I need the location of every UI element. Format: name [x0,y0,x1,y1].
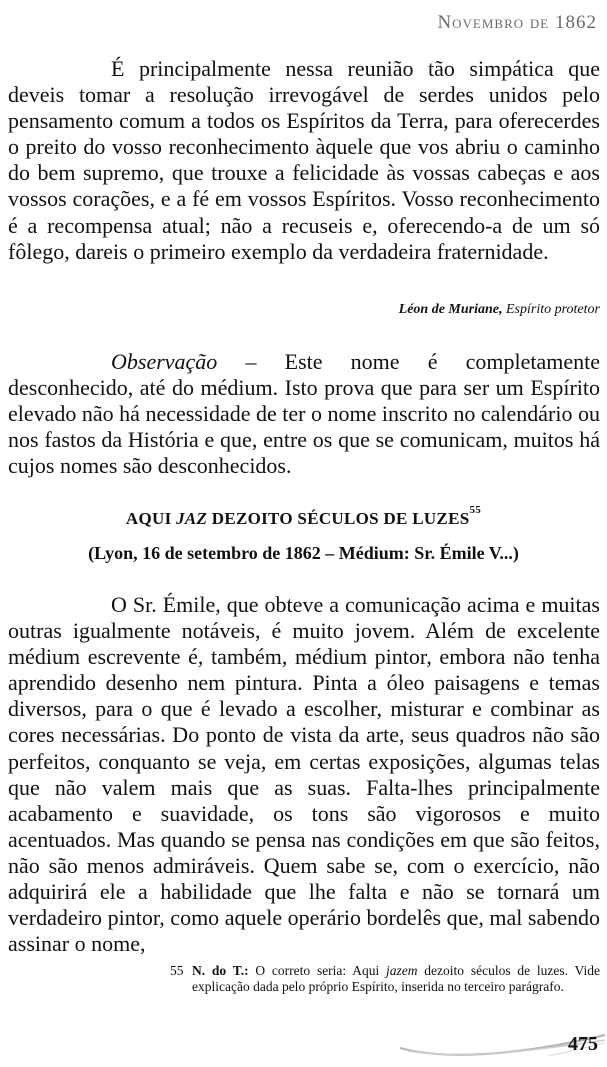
footnote-number: 55 [170,963,184,978]
section-title-part2: DEZOITO SÉCULOS DE LUZES [207,509,470,528]
footnote-label: N. do T.: [192,963,249,978]
observation-label: Observação [111,349,218,374]
paragraph-reunion-text: É principalmente nessa reunião tão simpática que deveis tomar a resolução irrevogável de serdes unidos pelo pensamento comum a todos os Espíritos da Terra, para oferecerdes o preito do vosso reconhecimento àquele que vos abriu o caminho do bem supremo, que trouxe a felicidade às vossas cabeças e aos vossos corações, e a fé em vossos Espíritos. Vosso reconhecimento é a recompensa atual; não a recuseis e, oferecendo-a de um só fôlego, dareis o primeiro exemplo da verdadeira fraternidade. [8,56,600,264]
section-title-part1: AQUI [125,509,177,528]
paragraph-reunion [8,56,600,265]
footnote-text-after: dezoito séculos de luzes. Vide explicação dada pelo próprio Espírito, inserida no terceiro parágrafo. [192,963,600,994]
signature-role: Espírito protetor [502,302,600,317]
section-title [0,504,607,529]
section-subtitle: (Lyon, 16 de setembro de 1862 – Médium: Sr. Émile V...) [88,543,519,563]
page-number: 475 [568,1033,598,1055]
paragraph-observation-text [8,349,600,479]
paragraph-observation [8,349,600,479]
footnote-body [192,963,600,995]
signature-name: Léon de Muriane, [398,302,503,317]
paragraph-emile [8,592,600,957]
footnote-text-italic: jazem [386,963,418,978]
paragraph-emile-text: O Sr. Émile, que obteve a comunicação acima e muitas outras igualmente notáveis, é muito jovem. Além de excelente médium escrevente é, também, médium pintor, embora não tenha aprendido desenho nem pintura. Pinta a óleo paisagens e temas diversos, para o que é levado a escolher, misturar e combinar as cores necessárias. Do ponto de vista da arte, seus quadros não são perfeitos, conquanto se veja, em certas exposições, algumas telas que não valem mais que as suas. Falta-lhes principalmente acabamento e suavidade, os tons são vigorosos e muito acentuados. Mas quando se pensa nas condições em que são feitos, não são menos admiráveis. Quem sabe se, com o exercício, não adquirirá ele a habilidade que lhe falta e não se tornará um verdadeiro pintor, como aquele operário bordelês que, mal sabendo assinar o nome, [8,592,600,957]
signature [399,302,600,318]
footnote-text-before: O correto seria: Aqui [248,963,387,978]
observation-text: – Este nome é completamente desconhecido, até do médium. Isto prova que para ser um Espírito elevado não há necessidade de ter o nome inscrito no calendário ou nos fastos da História e que, entre os que se comunicam, muitos há cujos nomes são desconhecidos. [8,349,600,479]
footnote-reference[interactable]: 55 [469,504,482,516]
running-header: Novembro de 1862 [437,12,597,33]
section-title-italic: JAZ [176,509,208,528]
footnote [170,963,600,995]
